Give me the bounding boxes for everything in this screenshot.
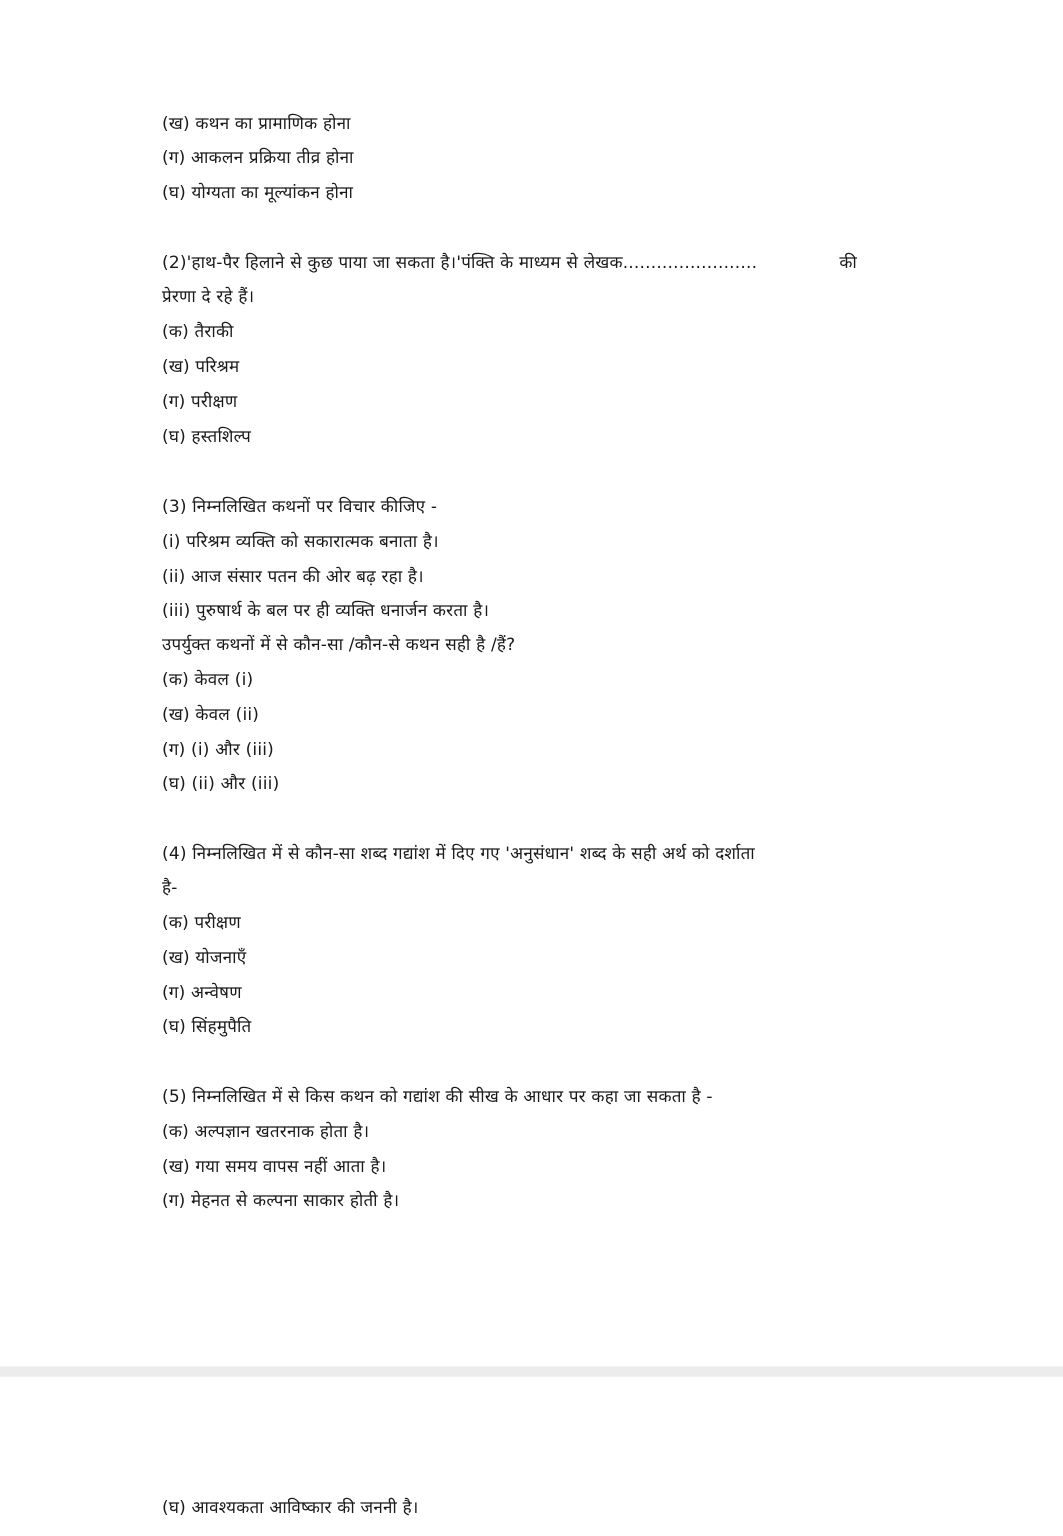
q2-option-gha: (घ) हस्तशिल्प — [162, 427, 251, 447]
q2-stem-line1 — [162, 252, 892, 274]
q3-statement-ii: (ii) आज संसार पतन की ओर बढ़ रहा है। — [162, 567, 424, 587]
q3-stem: (3) निम्नलिखित कथनों पर विचार कीजिए - — [162, 497, 438, 517]
q2-option-kha: (ख) परिश्रम — [162, 357, 240, 377]
q4-stem-line2: है- — [162, 878, 178, 898]
q4-option-ka: (क) परीक्षण — [162, 913, 241, 933]
q5-option-gha: (घ) आवश्यकता आविष्कार की जननी है। — [162, 1498, 419, 1518]
q3-option-ka: (क) केवल (i) — [162, 670, 254, 690]
q4-option-ga: (ग) अन्वेषण — [162, 983, 242, 1003]
q1-option-gha: (घ) योग्यता का मूल्यांकन होना — [162, 183, 354, 203]
q4-stem-line1: (4) निम्नलिखित में से कौन-सा शब्द गद्यांश में दिए गए 'अनुसंधान' शब्द के सही अर्थ को दर्शाता — [162, 844, 755, 864]
q2-stem-line2: प्रेरणा दे रहे हैं। — [162, 287, 255, 307]
q3-option-ga: (ग) (i) और (iii) — [162, 740, 275, 760]
q2-option-ga: (ग) परीक्षण — [162, 392, 238, 412]
q1-option-kha: (ख) कथन का प्रामाणिक होना — [162, 114, 351, 134]
q4-option-gha: (घ) सिंहमुपैति — [162, 1017, 252, 1037]
q3-question: उपर्युक्त कथनों में से कौन-सा /कौन-से कथन सही है /हैं? — [162, 635, 516, 655]
q3-statement-i: (i) परिश्रम व्यक्ति को सकारात्मक बनाता है। — [162, 532, 439, 552]
q3-statement-iii: (iii) पुरुषार्थ के बल पर ही व्यक्ति धनार्जन करता है। — [162, 601, 490, 621]
q5-option-ga: (ग) मेहनत से कल्पना साकार होती है। — [162, 1191, 400, 1211]
page-separator — [0, 1366, 1063, 1377]
q3-option-kha: (ख) केवल (ii) — [162, 705, 260, 725]
q5-option-ka: (क) अल्पज्ञान खतरनाक होता है। — [162, 1122, 370, 1142]
q2-stem-tail: की — [839, 253, 857, 273]
q3-option-gha: (घ) (ii) और (iii) — [162, 774, 280, 794]
q1-option-ga: (ग) आकलन प्रक्रिया तीव्र होना — [162, 148, 354, 168]
q2-stem-text: (2)'हाथ-पैर हिलाने से कुछ पाया जा सकता है।'पंक्ति के माध्यम से लेखक........................ — [162, 253, 758, 273]
q5-option-kha: (ख) गया समय वापस नहीं आता है। — [162, 1157, 387, 1177]
q4-option-kha: (ख) योजनाएँ — [162, 948, 247, 968]
q2-option-ka: (क) तैराकी — [162, 322, 234, 342]
q5-stem: (5) निम्नलिखित में से किस कथन को गद्यांश की सीख के आधार पर कहा जा सकता है - — [162, 1087, 713, 1107]
